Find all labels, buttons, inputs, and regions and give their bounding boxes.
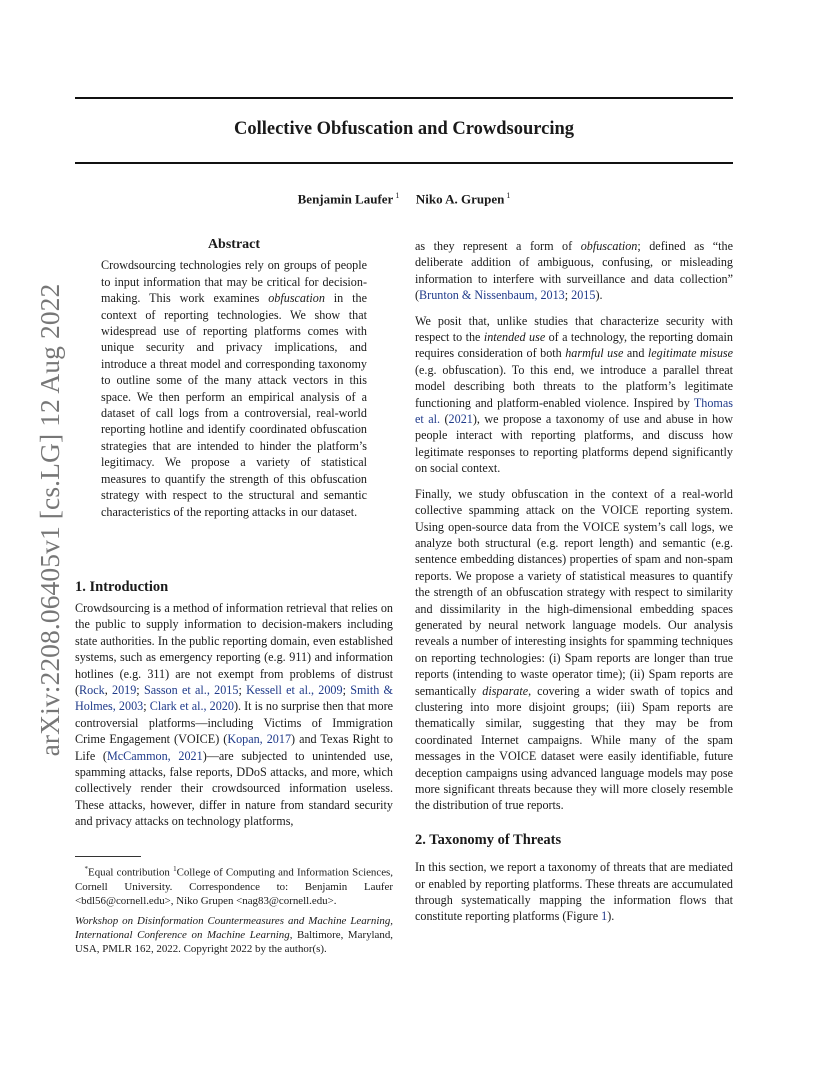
body-paragraph: In this section, we report a taxonomy of threats that are mediated or enabled by reporting platforms. These threats are accumulated through systematically mapping the information flows that constitute reporting platforms (Figure 1). [415, 860, 733, 924]
citation-link[interactable]: Kopan, 2017 [227, 732, 292, 747]
body-paragraph: Finally, we study obfuscation in the context of a real-world collective spamming attack on the VOICE reporting system. Using open-source data from the VOICE system’s call logs, we analyze both structural (e.g. report length) and semantic (e.g. sentence embedding distances) properties of spam and non-spam reports. We propose a variety of statistical measures to quantify the strength of an obfuscation strategy with respect to similarity and dissimilarity in the high-dimensional embedding spaces generated by neural network language models. Our analysis reveals a number of interesting insights for spamming techniques on reporting technologies: (i) Spam reports are longer than true reports (intending to waste operator time); (ii) Spam reports are semantically disparate, covering a wider swath of topics and clustering into more disjoint groups; (iii) Spam reports are thematically similar, suggesting that they may be from coordinated Internet campaigns. While many of the spam messages in the VOICE dataset were easily identifiable, future deception campaigns using advanced language models may pose more significant threats because they will more closely resemble the distribution of true reports. [415, 486, 733, 813]
body-paragraph: We posit that, unlike studies that characterize security with respect to the intended use of a technology, the reporting domain requires consideration of both harmful use and legitimate misuse (e.g. obfuscation). To this end, we introduce a parallel threat model describing both threats to the platform’s legitimate functioning and platform-enabled violence. Inspired by Thomas et al. (2021), we propose a taxonomy of use and abuse in how people interact with reporting platforms, and discuss how legitimate responses to reporting platforms depend significantly on social context. [415, 313, 734, 476]
author-affiliation-mark: 1 [506, 191, 511, 200]
footnote-affiliation: *Equal contribution $^1$College of Computing and Information Sciences, Cornell University. Correspondence to: Benjamin Laufer <bdl56@cornell.edu>, Niko Grupen <nag83@cornell.edu>. [75, 865, 393, 907]
citation-link[interactable]: Thomas et al. [415, 395, 733, 427]
citation-link[interactable]: McCammon, 2021 [106, 748, 203, 763]
section-heading-taxonomy: 2. Taxonomy of Threats [415, 831, 562, 848]
right-column [415, 238, 733, 925]
intro-paragraph: Crowdsourcing is a method of information retrieval that relies on the public to supply information to decision-makers including state authorities. In the public reporting domain, even established systems, such as emergency reporting (e.g. 911) and information hotlines (e.g. 311) are not exempt from problems of distrust (Rock, 2019; Sasson et al., 2015; Kessell et al., 2009; Smith & Holmes, 2003; Clark et al., 2020). It is no surprise then that more controversial platforms—including Victims of Immigration Crime Engagement (VOICE) (Kopan, 2017) and Texas Right to Life (McCammon, 2021)—are subjected to unintended use, spamming attacks, false reports, DDoS attacks, and more, which collectively render their crowdsourced information useless. These attacks, however, differ in nature from standard security and privacy attacks on technology platforms, [75, 601, 394, 829]
citation-link[interactable]: Rock [79, 683, 105, 698]
abstract-heading: Abstract [207, 237, 261, 252]
footnotes [75, 862, 393, 956]
abstract-text: Crowdsourcing technologies rely on groups of people to input information that may be critical for decision-making. This work examines obfuscation in the context of reporting technologies. We show that widespread use of reporting platforms comes with unique security and privacy implications, and introduce a threat model and corresponding taxonomy to outline some of the many attack vectors in this space. We then perform an empirical analysis of a dataset of call logs from a controversial, real-world reporting hotline and identify coordinated obfuscation strategies that are intended to hinder the platform’s legitimacy. We propose a variety of statistical measures to quantify the strength of this obfuscation strategy with respect to the structural and semantic characteristics of the reporting attacks in our dataset. [101, 258, 367, 519]
citation-link[interactable]: Brunton & Nissenbaum, 2013 [419, 288, 565, 303]
citation-link[interactable]: Kessell et al., 2009 [246, 683, 343, 698]
citation-link[interactable]: 2015 [571, 288, 596, 303]
author-name: Niko A. Grupen [415, 191, 505, 207]
citation-link[interactable]: 2019 [112, 683, 137, 698]
citation-link[interactable]: Smith & Holmes, 2003 [75, 683, 393, 714]
section-heading-introduction: 1. Introduction [75, 579, 169, 595]
author-list [75, 191, 733, 207]
footnote-divider [75, 856, 141, 857]
title-bottom-rule [75, 162, 733, 164]
body-paragraph: as they represent a form of obfuscation; defined as “the deliberate addition of ambiguous, confusing, or misleading information to interfere with surveillance and data collection” (Brunton & Nissenbaum, 2013; 2015). [415, 239, 733, 303]
author-name: Benjamin Laufer [297, 191, 394, 207]
abstract-section [101, 237, 367, 520]
title-top-rule [75, 97, 733, 99]
intro-section [75, 579, 394, 830]
arxiv-stamp: arXiv:2208.06405v1 [cs.LG] 12 Aug 2022 [34, 283, 65, 757]
author-affiliation-mark: 1 [395, 191, 400, 200]
citation-link[interactable]: 2021 [448, 412, 473, 427]
footnote-venue: Workshop on Disinformation Countermeasures and Machine Learning, International Conference on Machine Learning, Baltimore, Maryland, USA, PMLR 162, 2022. Copyright 2022 by the author(s). [75, 914, 393, 955]
figure-reference-link[interactable]: 1 [601, 909, 608, 924]
paper-title: Collective Obfuscation and Crowdsourcing [233, 119, 575, 139]
citation-link[interactable]: Clark et al., 2020 [149, 699, 234, 714]
citation-link[interactable]: Sasson et al., 2015 [143, 683, 239, 698]
